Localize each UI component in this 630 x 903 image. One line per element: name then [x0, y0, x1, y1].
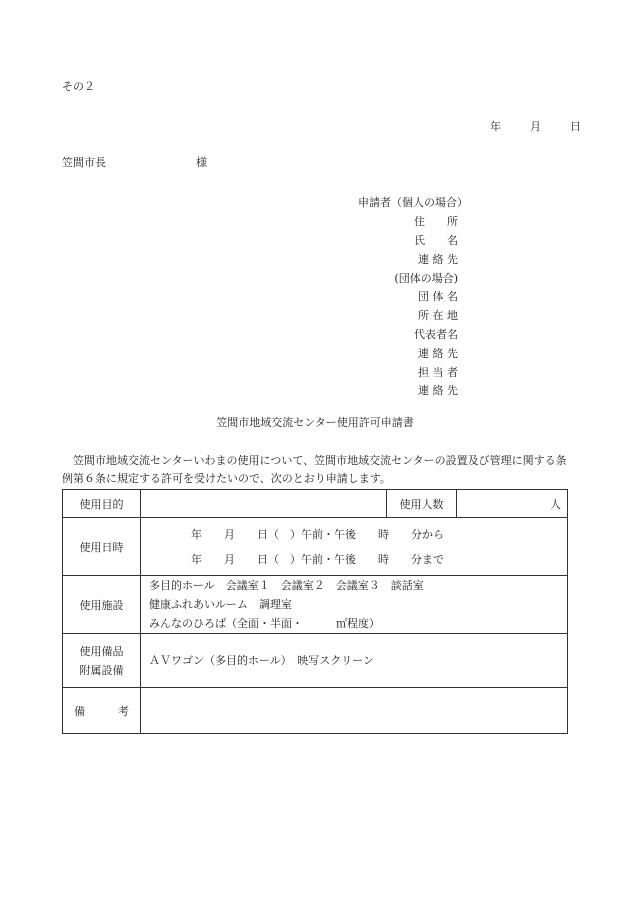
facility-line-1: 多目的ホール 会議室１ 会議室２ 会議室３ 談話室 — [149, 579, 424, 592]
group-representative-label: 代表者名 — [414, 327, 458, 341]
datetime-field[interactable] — [141, 518, 568, 576]
intro-line-1: 笠間市地域交流センターいわまの使用について、笠間市地域交流センターの設置及び管理に関する条 — [62, 454, 567, 467]
datetime-from: 年 月 日（ ）午前・午後 時 分から — [191, 527, 444, 541]
date-day: 日 — [570, 120, 581, 133]
people-field[interactable] — [457, 490, 568, 518]
remarks-field[interactable] — [141, 688, 568, 734]
remarks-row — [63, 688, 568, 734]
people-unit: 人 — [550, 497, 561, 511]
applicant-address-label: 住 所 — [414, 215, 458, 229]
addressee-name: 笠間市長 — [62, 156, 106, 169]
equipment-value: ＡＶワゴン（多目的ホール） 映写スクリーン — [149, 654, 375, 667]
equipment-label-2: 附属設備 — [79, 663, 124, 677]
group-location-label: 所 在 地 — [418, 309, 458, 323]
equipment-label — [63, 634, 141, 688]
facility-label: 使用施設 — [63, 576, 141, 634]
application-table — [62, 489, 568, 734]
applicant-heading: 申請者（個人の場合） — [358, 196, 468, 210]
date-year: 年 — [490, 120, 501, 133]
equipment-label-1: 使用備品 — [79, 644, 124, 658]
people-label: 使用人数 — [387, 490, 457, 518]
facility-line-2: 健康ふれあいルーム 調理室 — [149, 598, 292, 611]
date-month: 月 — [530, 120, 541, 133]
facility-field[interactable] — [141, 576, 568, 634]
purpose-label: 使用目的 — [63, 490, 141, 518]
facility-row — [63, 576, 568, 634]
group-heading: (団体の場合) — [394, 271, 458, 285]
remarks-label: 備 考 — [63, 688, 141, 734]
facility-line-3: みんなのひろば（全面・半面・ ㎡程度） — [149, 617, 380, 630]
equipment-field[interactable] — [141, 634, 568, 688]
purpose-row — [63, 490, 568, 518]
equipment-row — [63, 634, 568, 688]
document-title: 笠間市地域交流センター使用許可申請書 — [216, 416, 414, 429]
group-person-contact-label: 連 絡 先 — [418, 384, 458, 398]
group-contact-label: 連 絡 先 — [418, 346, 458, 360]
applicant-block — [358, 193, 468, 400]
addressee-honorific: 様 — [196, 156, 207, 169]
group-person-label: 担 当 者 — [418, 365, 458, 379]
group-name-label: 団 体 名 — [418, 290, 458, 304]
applicant-name-label: 氏 名 — [414, 233, 458, 247]
datetime-row — [63, 518, 568, 576]
date-line — [490, 120, 581, 134]
intro-line-2: 例第６条に規定する許可を受けたいので、次のとおり申請します。 — [62, 472, 391, 485]
intro-text — [62, 452, 570, 488]
datetime-to: 年 月 日（ ）午前・午後 時 分まで — [191, 552, 444, 566]
datetime-label: 使用日時 — [63, 518, 141, 576]
purpose-field[interactable] — [141, 490, 387, 518]
form-number: その２ — [62, 80, 95, 93]
applicant-contact-label: 連 絡 先 — [418, 252, 458, 266]
